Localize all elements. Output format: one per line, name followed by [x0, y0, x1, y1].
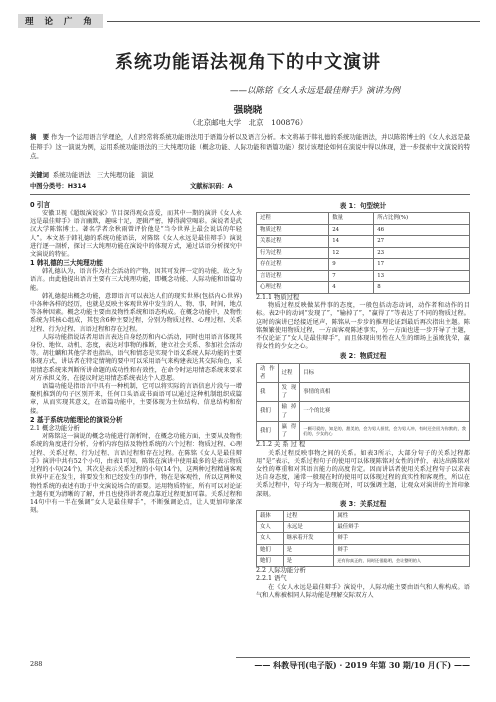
- table-header-cell: 所占比例(%): [374, 213, 470, 225]
- table-row: [257, 555, 470, 566]
- table-cell: 赢得了: [278, 421, 300, 440]
- table-header-cell: 属性: [334, 510, 470, 521]
- table-cell: 27: [374, 236, 470, 248]
- table-cell: 13: [374, 270, 470, 282]
- table-cell: 4: [329, 282, 374, 294]
- table-row: [257, 270, 470, 282]
- table-cell: 最佳辩手: [334, 522, 470, 533]
- table-row: [257, 402, 470, 421]
- table-cell: 发现了: [278, 382, 300, 401]
- abstract: [30, 133, 470, 162]
- table-cell: 她们: [257, 555, 284, 566]
- section-heading: 2.1.1 物质过程: [256, 293, 300, 301]
- paragraph: 韩礼德提出概念功能，意即语言可以表达人们的现实世界(包括内心世界)中各种各样的经历，也就是反映主客观世界中发生的人、物、事，时间，地点等各种因素。概念功能主要由及物性系统和语态构成。在概念功能中，及物性系统为其核心组成，其包含6种主要过程，分别为物质过程、心理过程、关系过程、行为过程、言语过程和存在过程。: [30, 292, 242, 333]
- table-cell: 存在过程: [257, 259, 329, 271]
- table-cell: 行为过程: [257, 247, 329, 259]
- section-heading: 2.2 人际功能分析: [256, 567, 306, 574]
- right-text-block-2: [256, 441, 470, 499]
- author-name: 强晓晓: [233, 105, 263, 116]
- table-cell: 永远是: [283, 522, 334, 533]
- table-2-caption: 表 2：物质过程: [339, 352, 387, 361]
- article-subtitle: ——以陈铭《女人永远是最佳辩手》演讲为例: [230, 86, 401, 96]
- section-heading: 1 韩礼德的三大纯理功能: [30, 259, 103, 268]
- table-row: [257, 533, 470, 544]
- table-header-cell: 过程: [278, 363, 300, 382]
- table-cell: 物质过程: [257, 224, 329, 236]
- table-cell: 24: [329, 224, 374, 236]
- table-header-row: [257, 213, 470, 225]
- table-2: [256, 352, 470, 441]
- paragraph: 对陈铭这一演说的概念功能进行剖析时，在概念功能方面，主要从及物性系统的角度进行分析，分析内容包括及物性系统的六个过程：物质过程、心理过程、关系过程、行为过程、言语过程和存在过程。在陈铭《女人是最佳辩手》演讲中共有52个小句，由表1可知，陈铭在演讲中使用最多的是表示物质过程的小句(24个)，其次是表示关系过程的小句(14个)，这两种过程精通客观世界中正在发生，将要发生和已经发生的事件，物在是客观性，所以这两种及物性系统的表述有助于中文演说场合的需要。运用物质特征，所有可以对论证主题有更为清晰的了解，并且也使得讲者观点靠近过程更加可靠。关系过程和14句中有一半在强调“女人是最佳辩手”，不断强调论点，让人更加印象深刻。: [30, 433, 242, 515]
- table-3: [256, 500, 470, 567]
- table-row: [257, 247, 470, 259]
- table-cell: 17: [374, 259, 470, 271]
- section-heading: 2.1.2 关 系 过 程: [256, 441, 306, 449]
- table-header-cell: 过程: [283, 510, 334, 521]
- table-cell: 23: [374, 247, 470, 259]
- section-heading: 2 基于系统功能理论的演说分析: [30, 415, 123, 424]
- table-header-row: [257, 363, 470, 382]
- classification-line: [30, 181, 470, 190]
- table-cell: 事情的真相: [300, 382, 470, 401]
- table-header-row: [257, 510, 470, 521]
- right-text-block-1: [256, 294, 470, 352]
- table-cell: 一颗可爱的，知足的，甜美的，会为男人担忧，会为男人冲，有时还会回为你默的，我们的，少女的心: [300, 421, 470, 440]
- clc-code: 中图分类号：H314: [30, 183, 87, 190]
- table-1-grid: [256, 212, 470, 294]
- table-cell: 辩手: [334, 544, 470, 555]
- table-row: [257, 382, 470, 401]
- table-cell: 输掉了: [278, 402, 300, 421]
- table-row: [257, 224, 470, 236]
- table-row: [257, 282, 470, 294]
- table-cell: 心理过程: [257, 282, 329, 294]
- section-heading: 2.2.1 语气: [256, 575, 287, 583]
- table-row: [257, 236, 470, 248]
- section-header-band: [18, 14, 480, 28]
- keywords-text: 系统功能语法 三大纯理功能 演说: [52, 172, 154, 179]
- left-column: [30, 201, 242, 515]
- table-cell: 一个的比赛: [300, 402, 470, 421]
- table-1-caption: 表 1：句型统计: [339, 202, 387, 210]
- table-cell: 关系过程: [257, 236, 329, 248]
- keywords: [30, 170, 154, 179]
- doc-code: 文献标识码：A: [190, 183, 233, 190]
- table-cell: 8: [374, 282, 470, 294]
- table-header-cell: 载体: [257, 510, 284, 521]
- paragraph: 人际功能指说话者用语言表达自身经历和内心活动，同时也用语言体现其身份、地位、动机、态度，表达对事物的推断，建立社会关系、参加社会活动等。胡壮麟和其他学者也指出，语气和情态是实现个语义系统人际功能的主要体现方式，讲话者在特定情境的要中可以采用语气来构建表达其交际角色，采用情态系统来判断所讲命题的成功性和有效性，在命令时运用情态系统来要求对方承担义务，在提议时运用情态系统表达个人意愿。: [30, 333, 242, 382]
- table-cell: 是: [283, 555, 334, 566]
- table-cell: 我们: [257, 421, 279, 440]
- table-2-grid: [256, 363, 470, 442]
- header-rule: [107, 21, 480, 22]
- table-row: [257, 421, 470, 440]
- article-title: 系统功能语法视角下的中文演讲: [115, 52, 381, 73]
- table-row: [257, 259, 470, 271]
- paragraph: 安徽卫视《超级演说家》节目深得观众喜爱，而其中一期的演讲《女人永远是最佳辩手》语言幽默，趣味十足，逻辑严密，博得满堂喝彩。演说者是武汉大学陈铭博士。著名学者余秋雨曾评价他是“当今世界上最会说话的年轻人”。本文基于韩礼德的系统功能语法，对陈铭《女人永远是最佳辩手》演说进行逐一剖析，探讨三大纯理功能在演说中的体现方式，通过话语分析探究中文演说的特征。: [30, 210, 242, 259]
- table-cell: 7: [329, 270, 374, 282]
- page-number: 288: [30, 660, 43, 668]
- section-heading: 0 引言: [30, 201, 51, 209]
- table-cell: 是: [283, 544, 334, 555]
- table-cell: 女人: [257, 533, 284, 544]
- section-label: 理 论 广 角: [18, 14, 103, 28]
- journal-footer: —— 科教导刊(电子版) · 2019 年第 30 期/10 月(下) ——: [236, 657, 470, 671]
- table-row: [257, 522, 470, 533]
- table-cell: 12: [329, 247, 374, 259]
- table-header-cell: 目标: [300, 363, 470, 382]
- table-cell: 她们: [257, 544, 284, 555]
- abstract-text: 作为一个运用语言学理论，人们经常将系统功能语法用于语篇分析以及语言分析。本文将基于韩礼德的系统功能语法，并以陈铭博士的《女人永远是最佳辩手》这一演说为例，运用系统功能语法的三大纯理功能（概念功能、人际功能和语篇功能）探讨该理论如何在演说中得以体现，进一步探索中文演说的特点。: [30, 134, 471, 160]
- paragraph: 韩礼德认为，语言作为社会活动的产物，因其可发挥一定的功能，故之为语言。由此他提出语言主要有三大纯理功能，即概念功能、人际功能和语篇功能。: [30, 268, 242, 292]
- table-row: [257, 544, 470, 555]
- table-header-cell: 数量: [329, 213, 374, 225]
- table-header-cell: 过程: [257, 213, 329, 225]
- header-divider: [30, 194, 470, 195]
- table-cell: 言语过程: [257, 270, 329, 282]
- table-cell: 14: [329, 236, 374, 248]
- abstract-label: 摘 要: [30, 134, 50, 141]
- table-cell: 9: [329, 259, 374, 271]
- right-column: [256, 201, 470, 600]
- paragraph: 在《女人永远是最佳辩手》演说中，人际功能主要由语气和人称构成。语气和人称被相同人际功能是理解交际双方人: [256, 583, 470, 600]
- table-cell: 我: [257, 382, 279, 401]
- table-3-grid: [256, 510, 470, 567]
- right-text-block-3: [256, 567, 470, 600]
- table-1: [256, 202, 470, 294]
- paragraph: 语篇功能是指语言中具有一种机制，它可以将实际的言语信息片段与一增聚机推到的句子区别开来，任何口头语或书面语可以通过这种机制组织成篇章，从而实现其意义，在语篇功能中，主要体现为主位结构、信息结构和衔接。: [30, 383, 242, 415]
- paragraph: 关系过程反映事物之间的关系。如表3所示，大部分句子的关系过程都用“是”表示，关系过程句子的使用可以体现陈铭对女性的评价，表达出陈铭对女性的尊重和对其语言能力的高度肯定。因而讲话者使用关系过程句子以求表达自身态度，通常一般现在时的使用可以体现过程的真实性和客观性，所以在关系过程中，句子均为一般现在时，可以强调主题，让观众对演讲的主旨印象深刻。: [256, 449, 470, 498]
- table-cell: 还有你真正的，同时还很聪明，会让整明的人: [334, 555, 470, 566]
- table-cell: 女人: [257, 522, 284, 533]
- keywords-label: 关键词: [30, 172, 49, 179]
- table-cell: 继承着开发: [283, 533, 334, 544]
- section-heading: 2.1 概念功能分析: [30, 424, 80, 432]
- table-header-cell: 动作者: [257, 363, 279, 382]
- table-3-caption: 表 3：关系过程: [339, 499, 387, 508]
- paragraph: 物质过程反映做某件事的态度，一般包括动态动词，动作者和动作的目标。表2中的动词“发现了”，“输掉了”，“赢得了”等表达了不同的物质过程。这时的演讲已经接近尾声，陈铭从一步步的推理论证到最后再次指出主题。陈铭频繁使用物质过程，一方面客观陈述事实，另一方面也进一步开导了主题，不仅论证了“女人是最佳辩手”，而且体现出男性在人生的细场上虽败犹荣，赢得女性的少女之心。: [256, 302, 470, 351]
- table-cell: 我们: [257, 402, 279, 421]
- table-cell: 辩手: [334, 533, 470, 544]
- author-affiliation: （北京邮电大学 北京 100876）: [188, 118, 308, 127]
- table-cell: 46: [374, 224, 470, 236]
